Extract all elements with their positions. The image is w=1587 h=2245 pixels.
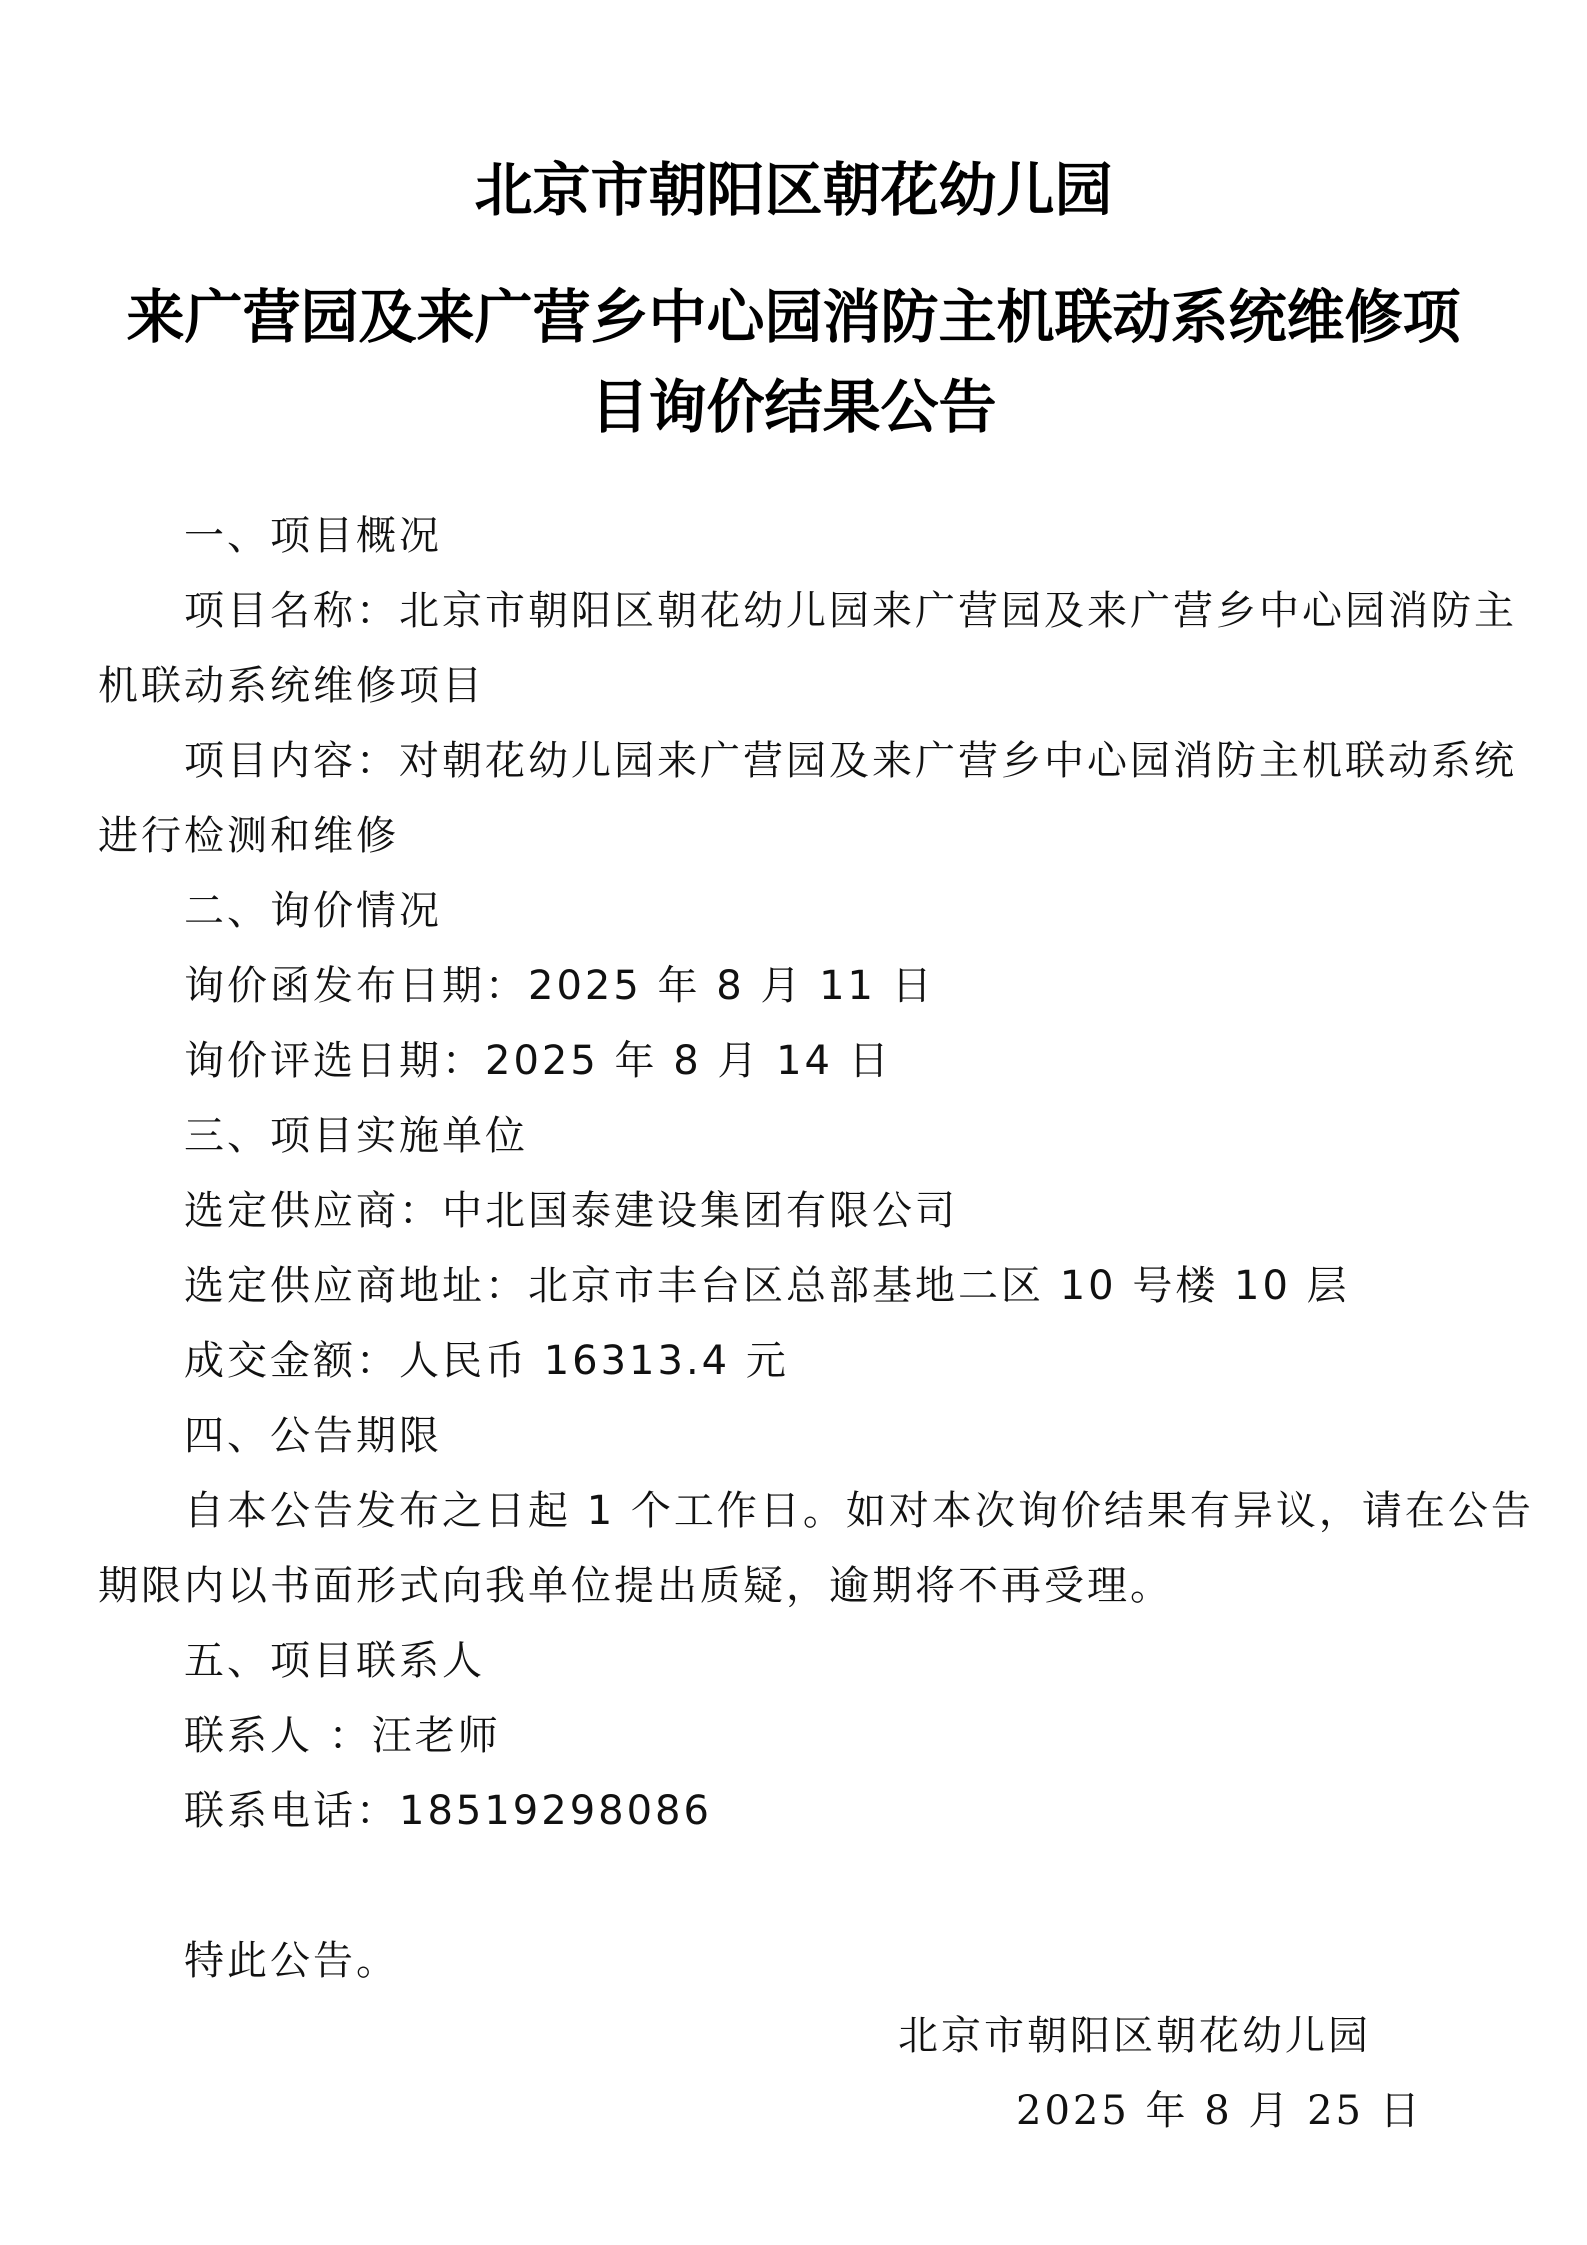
document-title-line-1: 北京市朝阳区朝花幼儿园 bbox=[474, 156, 1113, 224]
inquiry-publish-date: 询价函发布日期：2025 年 8 月 11 日 bbox=[184, 963, 935, 1009]
period-text-line-1: 自本公告发布之日起 1 个工作日。如对本次询价结果有异议，请在公告 bbox=[184, 1488, 1534, 1534]
document-title-line-2: 来广营园及来广营乡中心园消防主机联动系统维修项 bbox=[126, 283, 1461, 351]
period-text-line-2: 期限内以书面形式向我单位提出质疑，逾期将不再受理。 bbox=[98, 1563, 1173, 1609]
supplier-address: 选定供应商地址：北京市丰台区总部基地二区 10 号楼 10 层 bbox=[184, 1263, 1350, 1309]
document-title-line-3: 目询价结果公告 bbox=[590, 373, 997, 441]
project-name-line-1: 项目名称：北京市朝阳区朝花幼儿园来广营园及来广营乡中心园消防主 bbox=[184, 588, 1517, 634]
selected-supplier: 选定供应商：中北国泰建设集团有限公司 bbox=[184, 1188, 958, 1234]
project-content-line-1: 项目内容：对朝花幼儿园来广营园及来广营乡中心园消防主机联动系统 bbox=[184, 738, 1517, 784]
signature-organization: 北京市朝阳区朝花幼儿园 bbox=[898, 2013, 1371, 2059]
transaction-amount: 成交金额：人民币 16313.4 元 bbox=[184, 1338, 789, 1384]
section-heading-implementer: 三、项目实施单位 bbox=[184, 1113, 528, 1159]
inquiry-review-date: 询价评选日期：2025 年 8 月 14 日 bbox=[184, 1038, 892, 1084]
section-heading-contact: 五、项目联系人 bbox=[184, 1638, 485, 1684]
contact-phone: 联系电话：18519298086 bbox=[184, 1788, 712, 1834]
project-name-line-2: 机联动系统维修项目 bbox=[98, 663, 485, 709]
closing-statement: 特此公告。 bbox=[184, 1938, 399, 1984]
section-heading-project-overview: 一、项目概况 bbox=[184, 513, 442, 559]
contact-person: 联系人 ：汪老师 bbox=[184, 1713, 501, 1759]
signature-date: 2025 年 8 月 25 日 bbox=[1016, 2088, 1423, 2134]
section-heading-period: 四、公告期限 bbox=[184, 1413, 442, 1459]
project-content-line-2: 进行检测和维修 bbox=[98, 813, 399, 859]
section-heading-inquiry: 二、询价情况 bbox=[184, 888, 442, 934]
